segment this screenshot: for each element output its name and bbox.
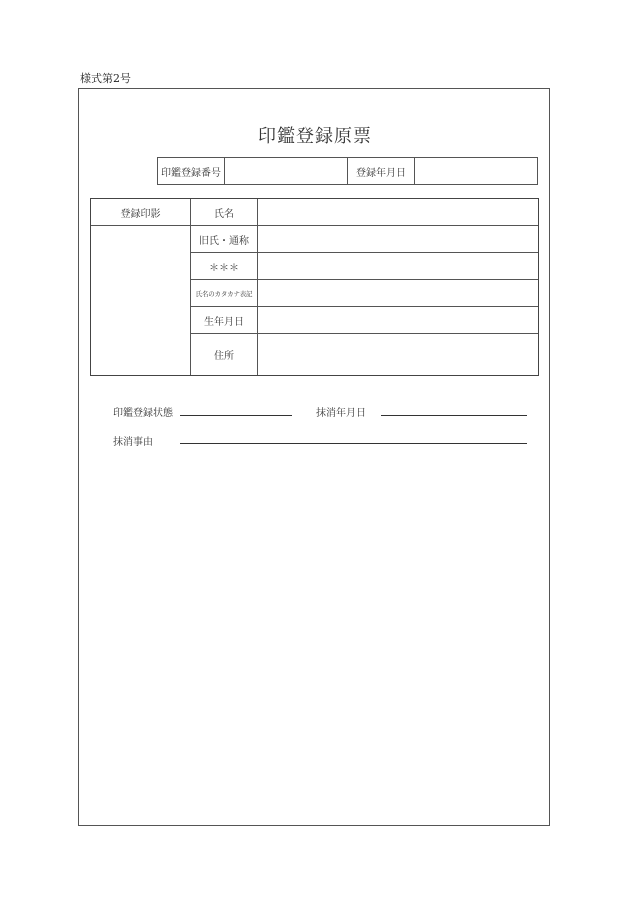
- cancel-date-label: 抹消年月日: [316, 408, 366, 419]
- redacted-label: ＊＊＊: [191, 253, 258, 279]
- cancel-reason-label: 抹消事由: [113, 437, 153, 448]
- birthdate-label: 生年月日: [191, 307, 258, 333]
- seal-impression-area[interactable]: [91, 226, 191, 375]
- address-label: 住所: [191, 334, 258, 375]
- seal-impression-header: 登録印影: [91, 199, 191, 226]
- table-row-name: [191, 199, 538, 226]
- katakana-label: 氏名のカタカナ表記: [191, 280, 258, 306]
- cancel-reason-field[interactable]: [180, 443, 527, 444]
- table-row-former-name: [191, 226, 538, 253]
- former-name-label: 旧氏・通称: [191, 226, 258, 252]
- name-label: 氏名: [191, 199, 258, 225]
- katakana-field[interactable]: [258, 280, 538, 306]
- registration-date-field[interactable]: [415, 158, 537, 184]
- name-field[interactable]: [258, 199, 538, 225]
- registration-number-label: 印鑑登録番号: [158, 158, 225, 184]
- page-title: 印鑑登録原票: [258, 126, 372, 147]
- registration-date-label: 登録年月日: [348, 158, 415, 184]
- registrant-table: [90, 198, 539, 376]
- redacted-field[interactable]: [258, 253, 538, 279]
- table-row-katakana: [191, 280, 538, 307]
- form-number: 様式第2号: [80, 72, 131, 85]
- table-row-redacted: [191, 253, 538, 280]
- registration-number-field[interactable]: [225, 158, 348, 184]
- table-row-birthdate: [191, 307, 538, 334]
- former-name-field[interactable]: [258, 226, 538, 252]
- birthdate-field[interactable]: [258, 307, 538, 333]
- registration-table: [157, 157, 538, 185]
- cancel-date-field[interactable]: [381, 415, 527, 416]
- address-field[interactable]: [258, 334, 538, 375]
- status-label: 印鑑登録状態: [113, 408, 173, 419]
- status-field[interactable]: [180, 415, 292, 416]
- table-row-address: [191, 334, 538, 375]
